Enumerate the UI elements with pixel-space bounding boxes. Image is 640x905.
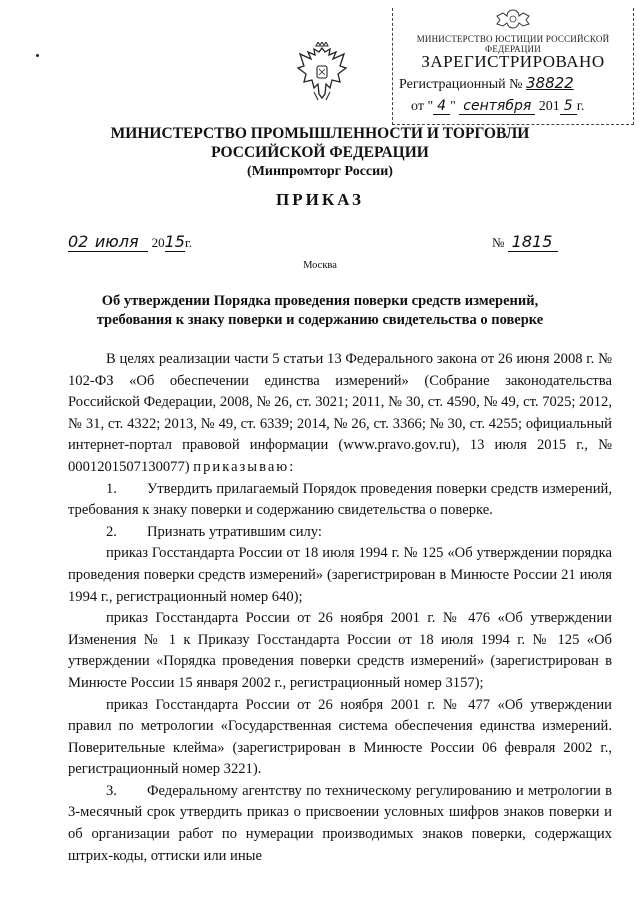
order-number-value: 1815 xyxy=(508,232,559,252)
subject-line-2: требования к знаку поверки и содержанию свидетельства о поверке xyxy=(96,312,544,328)
order-subject xyxy=(0,292,640,330)
item-2 xyxy=(68,522,612,544)
coat-of-arms-icon xyxy=(292,42,352,104)
order-body xyxy=(68,349,612,867)
item-3-text: Федеральному агентству по техническому регулированию и метрологии в 3-месячный срок утвердить приказ о присвоении условных шифров знаков поверки и об организации работ по нумерации производимых знаков поверки, содержащих штрих-коды, оттиски или иные xyxy=(68,782,612,864)
stamp-registration-line xyxy=(399,74,574,93)
order-date-year-prefix: 20 xyxy=(151,235,165,250)
item-3-number: 3. xyxy=(106,782,117,799)
item-3 xyxy=(68,781,612,867)
stamp-date-line: от " 4 " сентября 201 5 г. xyxy=(411,98,585,114)
sub-item-3: приказ Госстандарта России от 26 ноября 2001 г. № 477 «Об утверждении правил по метрологии «Государственная система обеспечения единства измерений. Поверительные клейма» (зарегистрирован в Минюсте России 06 февраля 2002 г., регистрационный номер 3221). xyxy=(68,696,612,778)
order-date-year-suffix: 15 xyxy=(164,232,185,251)
stamp-date-suffix: г. xyxy=(576,99,585,114)
order-number-label: № xyxy=(492,235,505,250)
stamp-ministry: МИНИСТЕРСТВО ЮСТИЦИИ РОССИЙСКОЙ ФЕДЕРАЦИИ xyxy=(416,34,610,54)
stamp-title: ЗАРЕГИСТРИРОВАНО xyxy=(421,52,605,71)
ministry-line-2: РОССИЙСКОЙ ФЕДЕРАЦИИ xyxy=(211,144,429,161)
stamp-date-month: сентября xyxy=(459,98,535,115)
sub-item-1: приказ Госстандарта России от 18 июля 1994 г. № 125 «Об утверждении порядка проведения поверки средств измерений» (зарегистрирован в Минюсте России 21 июля 1994 г., регистрационный номер 640); xyxy=(68,545,612,605)
item-1-number: 1. xyxy=(106,480,117,497)
order-title: ПРИКАЗ xyxy=(276,190,364,209)
ministry-short-name: (Минпромторг России) xyxy=(247,164,393,179)
item-2-text: Признать утратившим силу: xyxy=(146,523,322,540)
stamp-date-year-prefix: 201 xyxy=(538,99,560,114)
ministry-header xyxy=(0,124,640,181)
item-1-text: Утвердить прилагаемый Порядок проведения поверки средств измерений, требования к знаку поверки и содержанию свидетельства о поверке. xyxy=(68,480,612,519)
order-word: приказываю: xyxy=(193,458,296,475)
item-2-number: 2. xyxy=(106,523,117,540)
stamp-date-prefix: от xyxy=(411,99,424,114)
ministry-line-1: МИНИСТЕРСТВО ПРОМЫШЛЕННОСТИ И ТОРГОВЛИ xyxy=(110,125,530,142)
order-number xyxy=(492,232,558,252)
registration-stamp xyxy=(392,8,634,125)
intro-paragraph xyxy=(68,349,612,479)
subject-line-1: Об утверждении Порядка проведения поверки средств измерений, xyxy=(101,293,539,309)
sub-item-2: приказ Госстандарта России от 26 ноября 2001 г. № 476 «Об утверждении Изменения № 1 к Приказу Госстандарта России от 18 июля 1994 г. № 125 «Об утверждении «Порядка проведения поверки средств измерений» (зарегистрирован в Минюсте России 15 января 2002 г., регистрационный номер 3157); xyxy=(68,610,612,691)
stamp-reg-label: Регистрационный № xyxy=(399,77,523,92)
order-date-month: июля xyxy=(94,232,139,251)
stamp-date-day: 4 xyxy=(433,98,450,115)
stamp-emblem-icon xyxy=(491,8,535,30)
stamp-reg-number: 38822 xyxy=(526,74,574,92)
order-date xyxy=(68,232,192,252)
order-date-day: 02 xyxy=(68,232,89,251)
order-date-suffix: г. xyxy=(184,235,193,250)
scan-mark xyxy=(36,54,39,57)
intro-text: В целях реализации части 5 статьи 13 Федерального закона от 26 июня 2008 г. № 102-ФЗ «Об обеспечении единства измерений» (Собрание законодательства Российской Федерации, 2008, № 26, ст. 3021; 2011, № 30, ст. 4590, № 49, ст. 7025; 2012, № 31, ст. 4322; 2013, № 49, ст. 6339; 2014, № 26, ст. 3366; № 30, ст. 4255; официальный интернет-портал правовой информации (www.pravo.gov.ru), 13 июля 2015 г., № 0001201507130077) xyxy=(68,351,612,475)
item-1 xyxy=(68,479,612,522)
stamp-date-year-suffix: 5 xyxy=(560,98,577,115)
city: Москва xyxy=(303,260,337,271)
